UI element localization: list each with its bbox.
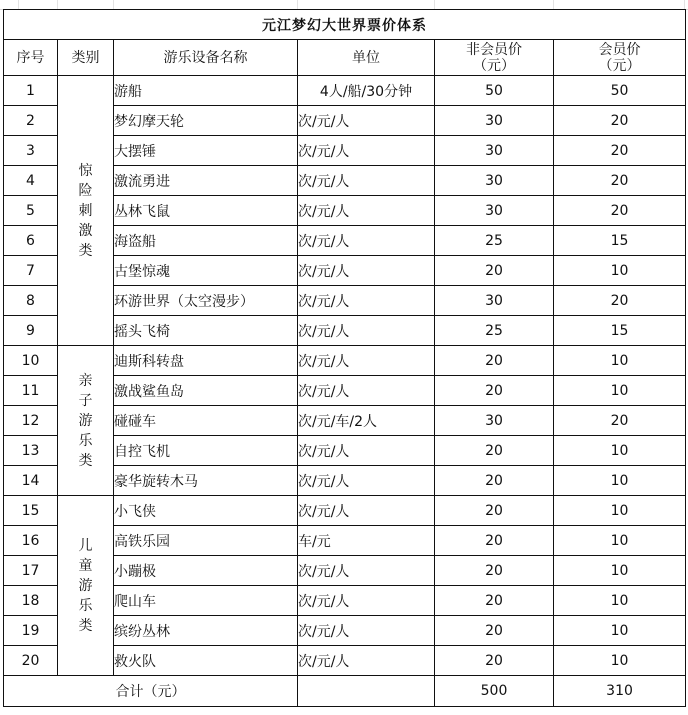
category-cell: [58, 496, 114, 676]
row-index: 13: [4, 436, 58, 466]
ride-name: 古堡惊魂: [114, 256, 298, 286]
member-price: 15: [554, 226, 686, 256]
row-index: 12: [4, 406, 58, 436]
unit-cell: 次/元/人: [298, 556, 435, 586]
ride-name: 海盗船: [114, 226, 298, 256]
nonmember-price: 25: [435, 226, 554, 256]
member-price: 10: [554, 586, 686, 616]
nonmember-price: 20: [435, 526, 554, 556]
table-row: [4, 346, 686, 376]
row-index: 9: [4, 316, 58, 346]
header-member-price: [554, 40, 686, 76]
unit-cell: 次/元/人: [298, 436, 435, 466]
unit-cell: 次/元/人: [298, 376, 435, 406]
unit-cell: 4人/船/30分钟: [298, 76, 435, 106]
ride-name: 自控飞机: [114, 436, 298, 466]
nonmember-price: 30: [435, 166, 554, 196]
member-price: 10: [554, 526, 686, 556]
header-nonmember-line1: 非会员价: [466, 41, 522, 58]
member-price: 20: [554, 106, 686, 136]
ride-name: 救火队: [114, 646, 298, 676]
unit-cell: 次/元/人: [298, 616, 435, 646]
row-index: 8: [4, 286, 58, 316]
ride-name: 激战鲨鱼岛: [114, 376, 298, 406]
member-price: 10: [554, 256, 686, 286]
nonmember-price: 20: [435, 556, 554, 586]
nonmember-price: 20: [435, 346, 554, 376]
unit-cell: 次/元/人: [298, 136, 435, 166]
ride-name: 丛林飞鼠: [114, 196, 298, 226]
unit-cell: 次/元/人: [298, 106, 435, 136]
row-index: 11: [4, 376, 58, 406]
unit-cell: 次/元/车/2人: [298, 406, 435, 436]
nonmember-price: 20: [435, 646, 554, 676]
nonmember-price: 25: [435, 316, 554, 346]
row-index: 19: [4, 616, 58, 646]
member-price: 10: [554, 466, 686, 496]
category-label: 亲子游乐类: [78, 372, 93, 469]
ride-name: 游船: [114, 76, 298, 106]
row-index: 3: [4, 136, 58, 166]
unit-cell: 次/元/人: [298, 286, 435, 316]
nonmember-price: 20: [435, 436, 554, 466]
row-index: 14: [4, 466, 58, 496]
ride-name: 环游世界（太空漫步）: [114, 286, 298, 316]
ride-name: 迪斯科转盘: [114, 346, 298, 376]
category-cell: [58, 346, 114, 496]
header-category: 类别: [58, 40, 114, 76]
header-unit: 单位: [298, 40, 435, 76]
nonmember-price: 20: [435, 496, 554, 526]
ride-name: 碰碰车: [114, 406, 298, 436]
unit-cell: 次/元/人: [298, 256, 435, 286]
unit-cell: 次/元/人: [298, 226, 435, 256]
category-label: 惊险刺激类: [78, 162, 93, 259]
total-member: 310: [554, 676, 686, 707]
nonmember-price: 20: [435, 586, 554, 616]
header-member-line1: 会员价: [598, 41, 641, 58]
ride-name: 豪华旋转木马: [114, 466, 298, 496]
ride-name: 摇头飞椅: [114, 316, 298, 346]
member-price: 10: [554, 556, 686, 586]
member-price: 20: [554, 406, 686, 436]
row-index: 2: [4, 106, 58, 136]
member-price: 10: [554, 496, 686, 526]
unit-cell: 次/元/人: [298, 646, 435, 676]
header-index: 序号: [4, 40, 58, 76]
member-price: 20: [554, 136, 686, 166]
member-price: 20: [554, 166, 686, 196]
row-index: 4: [4, 166, 58, 196]
ride-name: 高铁乐园: [114, 526, 298, 556]
ride-name: 小飞侠: [114, 496, 298, 526]
unit-cell: 次/元/人: [298, 496, 435, 526]
member-price: 20: [554, 196, 686, 226]
row-index: 20: [4, 646, 58, 676]
unit-cell: 次/元/人: [298, 316, 435, 346]
price-table: [3, 9, 686, 707]
member-price: 10: [554, 346, 686, 376]
nonmember-price: 20: [435, 616, 554, 646]
member-price: 15: [554, 316, 686, 346]
total-nonmember: 500: [435, 676, 554, 707]
nonmember-price: 20: [435, 256, 554, 286]
row-index: 18: [4, 586, 58, 616]
ride-name: 大摆锤: [114, 136, 298, 166]
member-price: 10: [554, 376, 686, 406]
member-price: 20: [554, 286, 686, 316]
nonmember-price: 30: [435, 196, 554, 226]
ride-name: 小蹦极: [114, 556, 298, 586]
nonmember-price: 30: [435, 136, 554, 166]
unit-cell: 次/元/人: [298, 166, 435, 196]
unit-cell: 次/元/人: [298, 466, 435, 496]
header-nonmember-line2: （元）: [473, 57, 515, 74]
table-row: [4, 496, 686, 526]
ride-name: 激流勇进: [114, 166, 298, 196]
header-nonmember-price: [435, 40, 554, 76]
row-index: 16: [4, 526, 58, 556]
row-index: 5: [4, 196, 58, 226]
unit-cell: 车/元: [298, 526, 435, 556]
ride-name: 梦幻摩天轮: [114, 106, 298, 136]
member-price: 50: [554, 76, 686, 106]
header-name: 游乐设备名称: [114, 40, 298, 76]
nonmember-price: 20: [435, 466, 554, 496]
category-label: 儿童游乐类: [78, 537, 93, 634]
nonmember-price: 30: [435, 106, 554, 136]
row-index: 10: [4, 346, 58, 376]
row-index: 6: [4, 226, 58, 256]
unit-cell: 次/元/人: [298, 586, 435, 616]
category-cell: [58, 76, 114, 346]
nonmember-price: 30: [435, 406, 554, 436]
row-index: 7: [4, 256, 58, 286]
table-row: [4, 76, 686, 106]
unit-cell: 次/元/人: [298, 346, 435, 376]
header-row: [4, 40, 686, 76]
nonmember-price: 20: [435, 376, 554, 406]
table-title: 元江梦幻大世界票价体系: [4, 10, 686, 40]
header-member-line2: （元）: [598, 57, 641, 74]
member-price: 10: [554, 436, 686, 466]
nonmember-price: 50: [435, 76, 554, 106]
row-index: 17: [4, 556, 58, 586]
total-row: [4, 676, 686, 707]
unit-cell: 次/元/人: [298, 196, 435, 226]
ride-name: 缤纷丛林: [114, 616, 298, 646]
total-empty-cell: [298, 676, 435, 707]
total-label: 合计（元）: [4, 676, 298, 707]
ride-name: 爬山车: [114, 586, 298, 616]
member-price: 10: [554, 616, 686, 646]
member-price: 10: [554, 646, 686, 676]
row-index: 1: [4, 76, 58, 106]
row-index: 15: [4, 496, 58, 526]
nonmember-price: 30: [435, 286, 554, 316]
